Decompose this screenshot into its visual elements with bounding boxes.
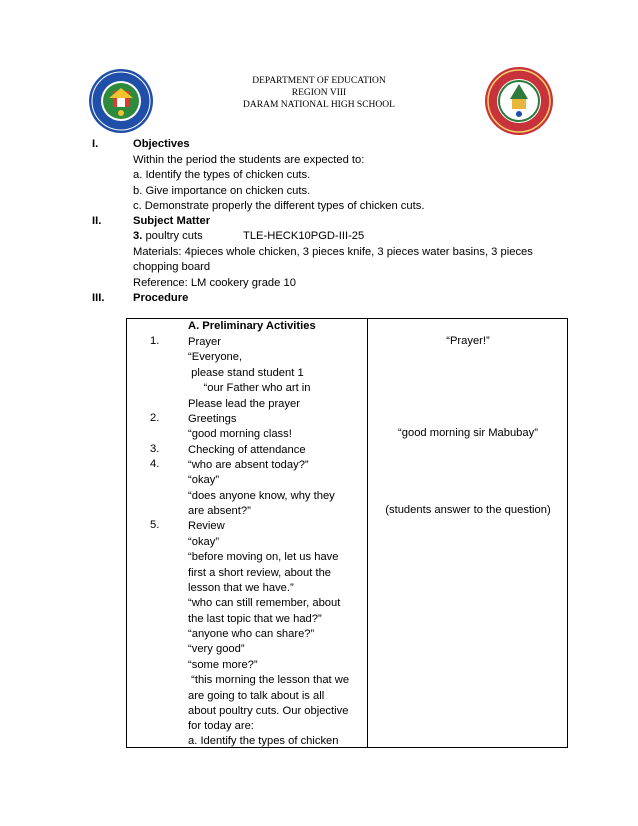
header-school: DARAM NATIONAL HIGH SCHOOL [243,100,395,110]
objective-item: b. Give importance on chicken cuts. [133,185,311,197]
teacher-line: for today are: [188,720,254,732]
teacher-line: Greetings [188,413,237,425]
teacher-line: first a short review, about the [188,567,332,579]
teacher-line: “very good” [188,643,245,655]
item-number: 5. [150,519,160,531]
objectives-intro: Within the period the students are expected to: [133,154,365,166]
objective-item: a. Identify the types of chicken cuts. [133,169,311,181]
topic-number: 3. [133,230,143,242]
section-title: A. Preliminary Activities [188,320,316,332]
teacher-line: “okay” [188,536,220,548]
daram-national-high-school-seal [484,66,554,136]
teacher-line: a. Identify the types of chicken [188,735,339,747]
reference: Reference: LM cookery grade 10 [133,277,296,289]
student-response: “good morning sir Mabubay” [398,427,538,439]
teacher-line: “our Father who art in [188,382,311,394]
samar-state-university-seal [88,68,154,134]
teacher-line: “before moving on, let us have [188,551,339,563]
procedure-numeral: III. [92,292,105,304]
subject-topic [133,229,203,244]
student-response: “Prayer!” [446,335,490,347]
topic-name: poultry cuts [145,230,203,242]
item-number: 4. [150,458,160,470]
teacher-line: “good morning class! [188,428,292,440]
teacher-line: Checking of attendance [188,444,306,456]
teacher-line: Review [188,520,225,532]
teacher-line: please stand student 1 [188,367,304,379]
teacher-line: about poultry cuts. Our objective [188,705,349,717]
teacher-line: “who can still remember, about [188,597,341,609]
teacher-line: are going to talk about is all [188,690,325,702]
student-response: (students answer to the question) [385,504,551,516]
materials-line-2: chopping board [133,261,211,273]
header-department: DEPARTMENT OF EDUCATION [252,76,386,86]
objectives-title: Objectives [133,138,190,150]
teacher-line: “does anyone know, why they [188,490,335,502]
header-region: REGION VIII [291,88,347,98]
teacher-line: “some more?” [188,659,258,671]
teacher-line: “this morning the lesson that we [188,674,350,686]
objective-item: c. Demonstrate properly the different types of chicken cuts. [133,200,425,212]
teacher-line: “who are absent today?” [188,459,309,471]
subject-matter-numeral: II. [92,215,102,227]
teacher-line: Please lead the prayer [188,398,300,410]
objectives-numeral: I. [92,138,99,150]
teacher-line: lesson that we have.” [188,582,294,594]
teacher-line: “anyone who can share?” [188,628,315,640]
teacher-line: “Everyone, [188,351,243,363]
teacher-line: the last topic that we had?” [188,613,322,625]
student-activity-cell [368,319,568,748]
subject-matter-title: Subject Matter [133,215,211,227]
teacher-line: Prayer [188,336,221,348]
item-number: 2. [150,412,160,424]
procedure-title: Procedure [133,292,189,304]
materials-line-1: Materials: 4pieces whole chicken, 3 pieces knife, 3 pieces water basins, 3 pieces [133,246,533,258]
lesson-code: TLE-HECK10PGD-III-25 [243,230,365,242]
item-number: 3. [150,443,160,455]
teacher-line: are absent?” [188,505,251,517]
item-number: 1. [150,335,160,347]
teacher-line: “okay” [188,474,220,486]
